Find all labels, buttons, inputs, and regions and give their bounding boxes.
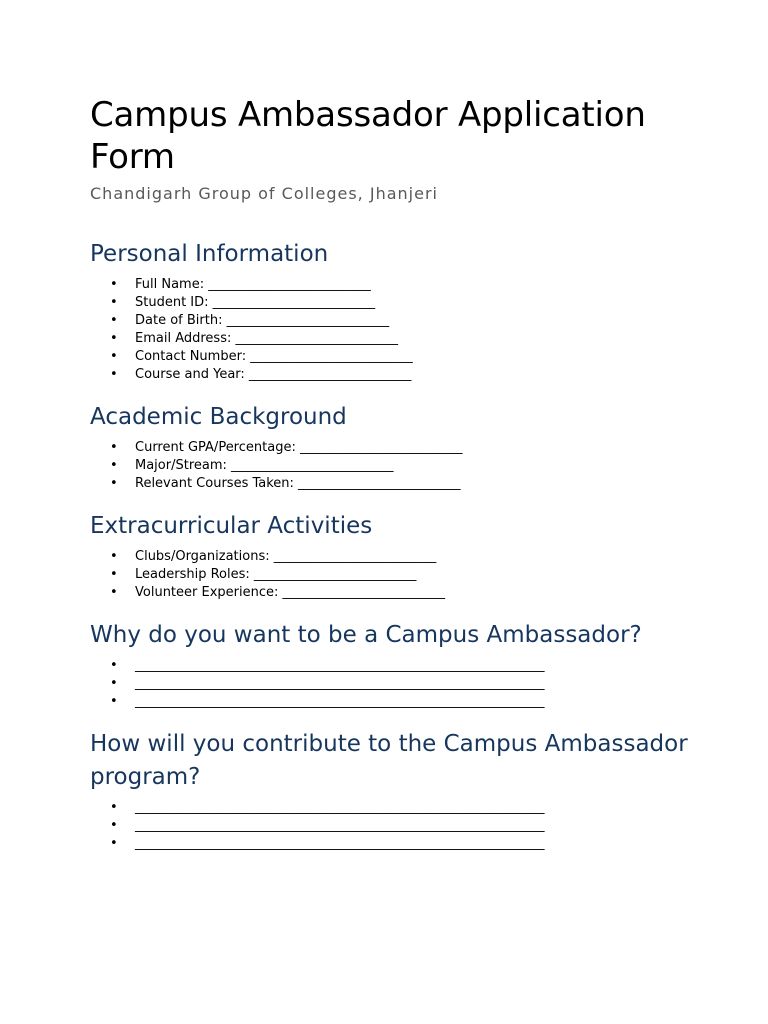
list-item [90, 657, 690, 675]
blank-answer-line: _______________________________________________________________ [135, 818, 545, 833]
document-page [90, 94, 690, 853]
bullet-icon: • [110, 549, 118, 564]
bullet-icon: • [110, 476, 118, 491]
list-item-text: Course and Year: _________________________ [135, 367, 412, 382]
academic-background-list [90, 439, 690, 493]
bullet-icon: • [110, 836, 118, 851]
list-item [90, 584, 690, 602]
list-item [90, 835, 690, 853]
list-item-text: Date of Birth: _________________________ [135, 313, 390, 328]
bullet-icon: • [110, 694, 118, 709]
list-item [90, 548, 690, 566]
bullet-icon: • [110, 313, 118, 328]
extracurricular-activities-list [90, 548, 690, 602]
why-campus-ambassador-list [90, 657, 690, 711]
list-item [90, 799, 690, 817]
list-item [90, 457, 690, 475]
bullet-icon: • [110, 818, 118, 833]
blank-answer-line: _______________________________________________________________ [135, 676, 545, 691]
bullet-icon: • [110, 567, 118, 582]
list-item [90, 439, 690, 457]
blank-answer-line: _______________________________________________________________ [135, 658, 545, 673]
personal-information-list [90, 276, 690, 384]
section-heading-how-will-you-contribute: How will you contribute to the Campus Ambassador program? [90, 731, 688, 790]
bullet-icon: • [110, 295, 118, 310]
bullet-icon: • [110, 367, 118, 382]
section-heading-academic-background: Academic Background [90, 404, 347, 430]
list-item [90, 312, 690, 330]
page-subtitle: Chandigarh Group of Colleges, Jhanjeri [90, 184, 438, 203]
list-item [90, 294, 690, 312]
bullet-icon: • [110, 349, 118, 364]
bullet-icon: • [110, 658, 118, 673]
list-item [90, 276, 690, 294]
list-item [90, 817, 690, 835]
bullet-icon: • [110, 331, 118, 346]
list-item [90, 675, 690, 693]
list-item-text: Email Address: _________________________ [135, 331, 398, 346]
list-item [90, 366, 690, 384]
list-item-text: Full Name: _________________________ [135, 277, 371, 292]
bullet-icon: • [110, 676, 118, 691]
list-item [90, 348, 690, 366]
bullet-icon: • [110, 585, 118, 600]
list-item [90, 475, 690, 493]
list-item-text: Student ID: _________________________ [135, 295, 376, 310]
list-item-text: Relevant Courses Taken: _________________________ [135, 476, 461, 491]
bullet-icon: • [110, 440, 118, 455]
section-heading-personal-information: Personal Information [90, 241, 329, 267]
how-will-you-contribute-list [90, 799, 690, 853]
list-item [90, 330, 690, 348]
list-item [90, 566, 690, 584]
bullet-icon: • [110, 800, 118, 815]
blank-answer-line: _______________________________________________________________ [135, 694, 545, 709]
list-item-text: Leadership Roles: _________________________ [135, 567, 417, 582]
page-title: Campus Ambassador Application Form [90, 95, 646, 177]
section-heading-extracurricular-activities: Extracurricular Activities [90, 513, 373, 539]
bullet-icon: • [110, 458, 118, 473]
list-item-text: Contact Number: _________________________ [135, 349, 413, 364]
list-item-text: Current GPA/Percentage: _________________________ [135, 440, 463, 455]
blank-answer-line: _______________________________________________________________ [135, 836, 545, 851]
list-item [90, 693, 690, 711]
list-item-text: Volunteer Experience: _________________________ [135, 585, 446, 600]
bullet-icon: • [110, 277, 118, 292]
list-item-text: Clubs/Organizations: _________________________ [135, 549, 437, 564]
list-item-text: Major/Stream: _________________________ [135, 458, 394, 473]
blank-answer-line: _______________________________________________________________ [135, 800, 545, 815]
section-heading-why-campus-ambassador: Why do you want to be a Campus Ambassador? [90, 622, 642, 648]
